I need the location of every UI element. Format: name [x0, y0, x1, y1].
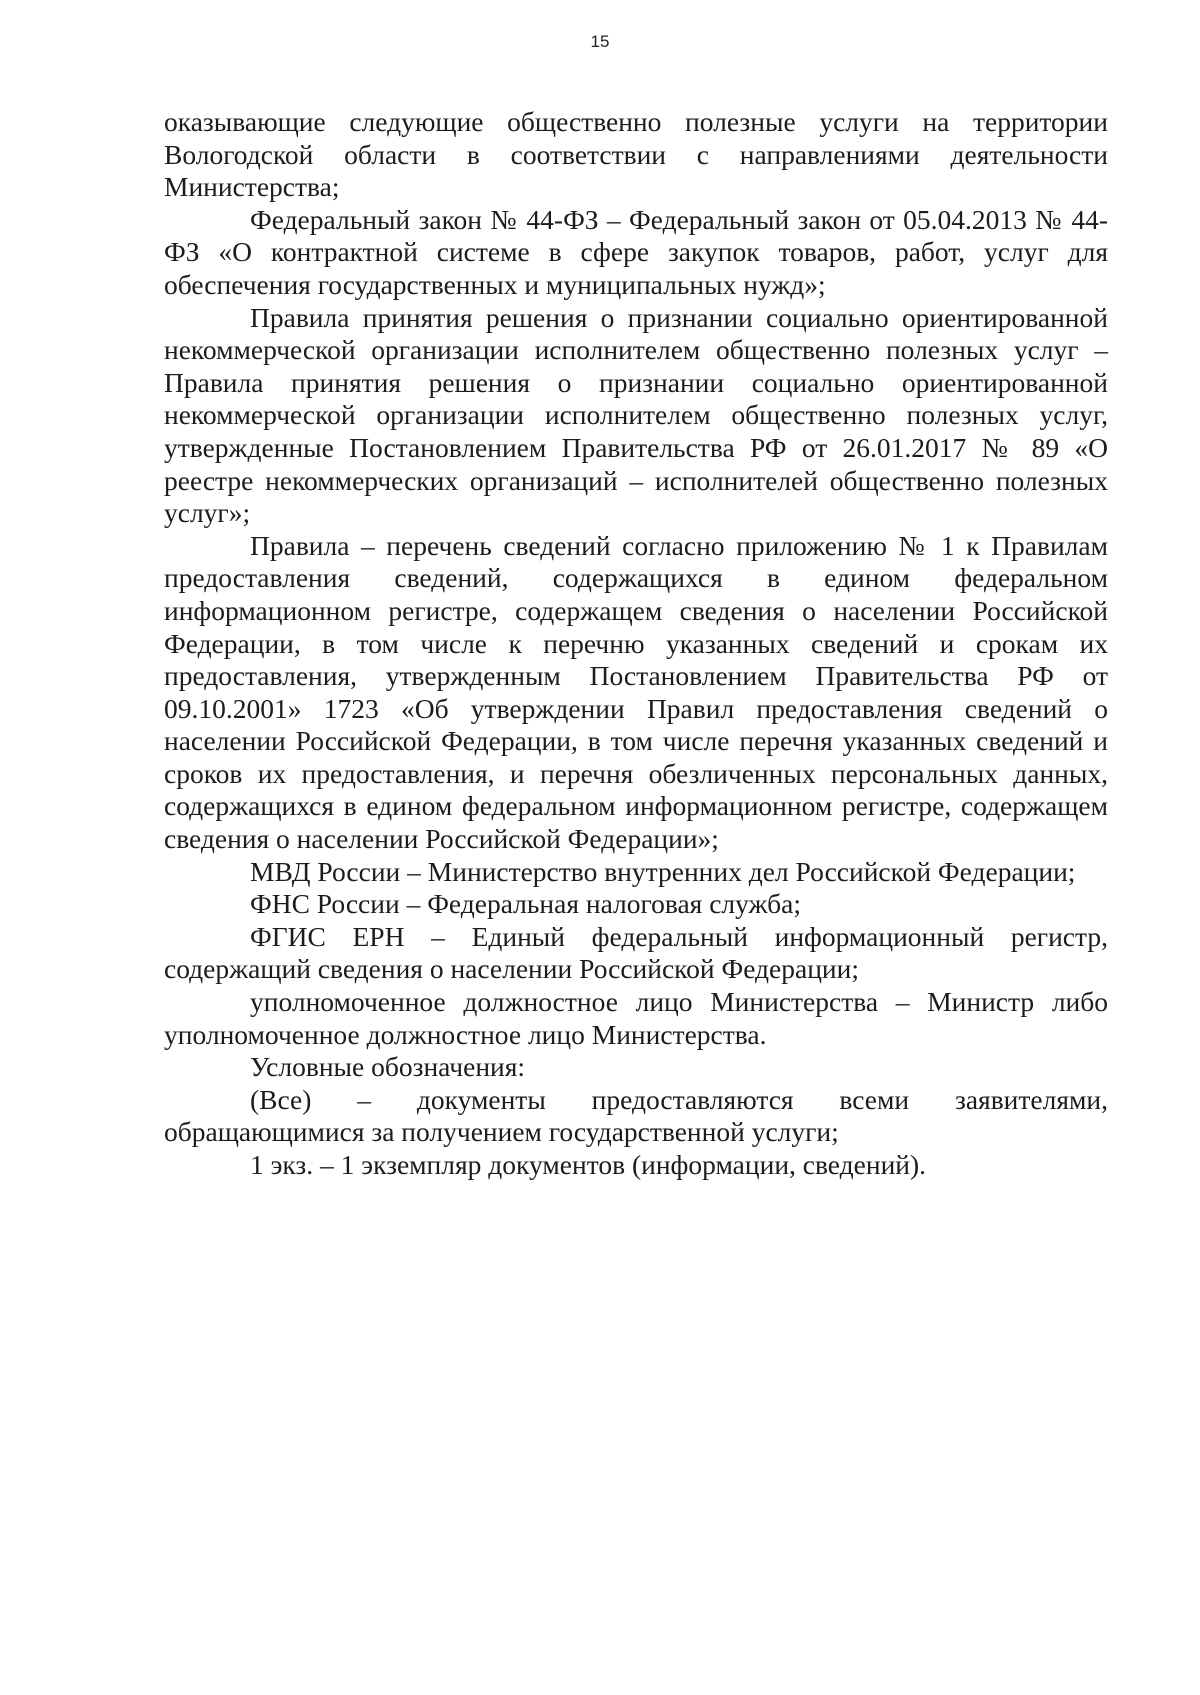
paragraph-continuation: оказывающие следующие общественно полезные услуги на территории Вологодской области в соответствии с направлениями деятельности Министерства;	[164, 106, 1108, 203]
page-number: 15	[590, 32, 610, 51]
paragraph-fgis-ern: ФГИС ЕРН – Единый федеральный информационный регистр, содержащий сведения о населении Российской Федерации;	[164, 920, 1108, 985]
paragraph-legend-copy: 1 экз. – 1 экземпляр документов (информации, сведений).	[250, 1149, 927, 1180]
paragraph-legend-heading: Условные обозначения:	[250, 1051, 526, 1083]
document-body	[164, 106, 1108, 1182]
paragraph-legend-all: (Все) – документы предоставляются всеми заявителями, обращающимися за получением государственной услуги;	[164, 1083, 1108, 1148]
paragraph-rules-information: Правила – перечень сведений согласно приложению № 1 к Правилам предоставления сведений, содержащихся в едином федеральном информационном регистре, содержащем сведения о населении Российской Федерации, в том числе к перечню указанных сведений и срокам их предоставления, утвержденным Постановлением Правительства РФ от 09.10.2001» 1723 «Об утверждении Правил предоставления сведений о населении Российской Федерации, в том числе перечня указанных сведений и сроков их предоставления, и перечня обезличенных персональных данных, содержащихся в едином федеральном информационном регистре, содержащем сведения о населении Российской Федерации»;	[164, 529, 1108, 855]
paragraph-federal-law-44: Федеральный закон № 44-ФЗ – Федеральный закон от 05.04.2013 № 44-ФЗ «О контрактной системе в сфере закупок товаров, работ, услуг для обеспечения государственных и муниципальных нужд»;	[164, 203, 1108, 300]
paragraph-authorized-official: уполномоченное должностное лицо Министерства – Министр либо уполномоченное должностное лицо Министерства.	[164, 986, 1108, 1050]
paragraph-rules-socially-oriented: Правила принятия решения о признании социально ориентированной некоммерческой организации исполнителем общественно полезных услуг – Правила принятия решения о признании социально ориентированной некоммерческой организации исполнителем общественно полезных услуг, утвержденные Постановлением Правительства РФ от 26.01.2017 № 89 «О реестре некоммерческих организаций – исполнителей общественно полезных услуг»;	[164, 301, 1108, 529]
paragraph-fns: ФНС России – Федеральная налоговая служба;	[250, 888, 801, 920]
paragraph-mvd: МВД России – Министерство внутренних дел Российской Федерации;	[250, 855, 1076, 887]
